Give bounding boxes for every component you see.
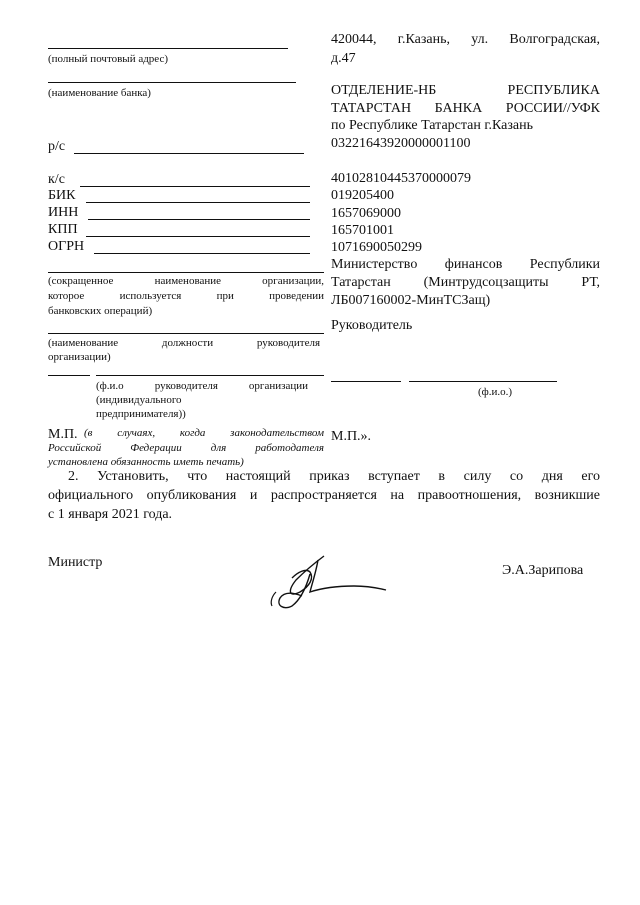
bik-line [86, 202, 310, 203]
ogrn-value: 1071690050299 [331, 240, 422, 255]
org-value-l3: ЛБ007160002-МинТСЗащ) [331, 293, 491, 308]
paragraph-line-3: с 1 января 2021 года. [48, 507, 173, 522]
org-line [48, 272, 324, 273]
position-caption-l2: организации) [48, 351, 111, 363]
fio-caption-l2: (индивидуального [96, 394, 182, 406]
kpp-value: 165701001 [331, 223, 394, 238]
right-signature-line [331, 381, 401, 382]
org-value-l1: Министерство финансов Республики [331, 257, 600, 272]
address-value-l2: д.47 [331, 51, 356, 66]
right-fio-caption: (ф.и.о.) [478, 386, 513, 398]
rs-line [74, 153, 304, 154]
bank-value-l3: по Республике Татарстан г.Казань [331, 118, 534, 133]
ks-line [80, 186, 310, 187]
bik-label: БИК [48, 188, 76, 203]
rs-value: 03221643920000001100 [331, 136, 471, 151]
address-line [48, 48, 288, 49]
fio-caption-l3: предпринимателя)) [96, 408, 186, 420]
minister-title: Министр [48, 555, 103, 570]
org-caption-l1: (сокращенное наименование организации, [48, 275, 324, 287]
mp-label: М.П. [48, 427, 78, 442]
mp-note-l2: Российской Федерации для работодателя [48, 442, 324, 454]
inn-value: 1657069000 [331, 206, 401, 221]
bik-value: 019205400 [331, 188, 394, 203]
kpp-line [86, 236, 310, 237]
ks-value: 40102810445370000079 [331, 171, 471, 186]
minister-name: Э.А.Зарипова [502, 563, 584, 578]
inn-label: ИНН [48, 205, 79, 220]
mp-note-l3: установлена обязанность иметь печать) [48, 456, 244, 468]
bank-caption: (наименование банка) [48, 87, 151, 99]
ogrn-label: ОГРН [48, 239, 85, 254]
signature-line-short [48, 375, 90, 376]
position-caption-l1: (наименование должности руководителя [48, 337, 320, 349]
position-line [48, 333, 324, 334]
position-value: Руководитель [331, 318, 413, 333]
fio-line [96, 375, 324, 376]
paragraph-line-2: официального опубликования и распространяется на правоотношения, возникшие [48, 488, 600, 503]
rs-label: р/с [48, 139, 66, 154]
org-caption-l3: банковских операций) [48, 305, 153, 317]
address-caption: (полный почтовый адрес) [48, 53, 169, 65]
fio-caption-l1: (ф.и.о руководителя организации [96, 380, 308, 392]
bank-value-l2: ТАТАРСТАН БАНКА РОССИИ//УФК [331, 101, 600, 116]
kpp-label: КПП [48, 222, 78, 237]
ogrn-line [94, 253, 310, 254]
org-value-l2: Татарстан (Минтрудсоцзащиты РТ, [331, 275, 600, 290]
bank-line [48, 82, 296, 83]
right-mp: М.П.». [331, 429, 372, 444]
right-fio-line [409, 381, 557, 382]
paragraph-line-1: 2. Установить, что настоящий приказ вступает в силу со дня его [68, 469, 600, 484]
handwritten-signature [262, 548, 442, 614]
ks-label: к/с [48, 172, 65, 187]
address-value-l1: 420044, г.Казань, ул. Волгоградская, [331, 32, 600, 47]
inn-line [88, 219, 310, 220]
mp-note-l1: (в случаях, когда законодательством [84, 427, 324, 439]
org-caption-l2: которое используется при проведении [48, 290, 324, 302]
bank-value-l1: ОТДЕЛЕНИЕ-НБ РЕСПУБЛИКА [331, 83, 600, 98]
